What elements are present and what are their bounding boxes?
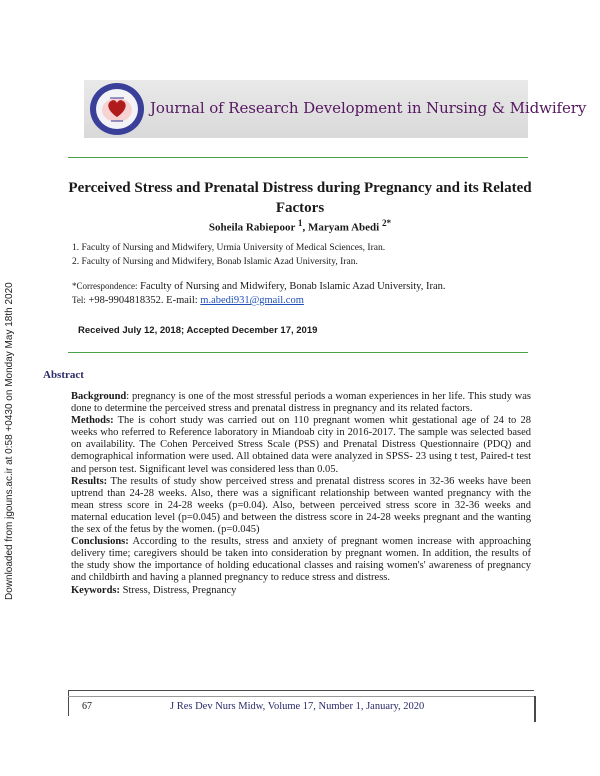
keywords-text: Stress, Distress, Pregnancy	[120, 584, 237, 596]
page-number: 67	[82, 701, 92, 712]
abstract-background	[71, 391, 531, 415]
received-accepted-dates: Received July 12, 2018; Accepted December 17, 2019	[78, 325, 318, 336]
methods-label: Methods:	[71, 415, 114, 427]
tel-text: +98-9904818352. E-mail:	[85, 295, 201, 306]
author-affiliation-mark: 1	[297, 218, 303, 228]
conclusions-label: Conclusions:	[71, 536, 129, 548]
journal-logo-icon	[88, 81, 146, 137]
journal-title: Journal of Research Development in Nursing & Midwifery	[150, 99, 587, 117]
correspondence-line	[72, 281, 446, 292]
section-rule	[68, 352, 528, 353]
results-text: The results of study show perceived stress and prenatal distress scores in 32-36 weeks have been uptrend than 24-28 weeks. Also, there was a significant relationship between wanted pregnancy with the mean stress score in 24-28 weeks (p=0.04). Also, between perceived stress score in 32-36 weeks and maternal education level (p=0.045) and between the distress score in 24-28 weeks pregnant and the wanting the sex of the fetus by the women. (p=0.045)	[71, 475, 531, 536]
header-rule	[68, 157, 528, 158]
results-label: Results:	[71, 475, 108, 487]
abstract-results	[71, 476, 531, 536]
journal-banner	[84, 80, 587, 138]
background-text: : pregnancy is one of the most stressful periods a woman experiences in her life. This study was done to determine the perceived stress and prenatal distress in pregnancy and its related factors.	[71, 391, 531, 415]
author-line	[60, 218, 540, 234]
journal-citation: J Res Dev Nurs Midw, Volume 17, Number 1, January, 2020	[170, 701, 425, 712]
download-watermark: Downloaded from jgouns.ac.ir at 0:58 +0430 on Monday May 18th 2020	[4, 282, 15, 600]
conclusions-text: According to the results, stress and anxiety of pregnant women increase with approaching delivery time; caregivers should be taken into consideration by pregnant women. In addition, the results of the study show the importance of holding educational classes and raising women's' awareness of pregnancy and childbirth and having a planned pregnancy to reduce stress and distress.	[71, 536, 531, 584]
affiliation-2: 2. Faculty of Nursing and Midwifery, Bonab Islamic Azad University, Iran.	[72, 257, 358, 267]
author-affiliation-mark: 2*	[381, 218, 392, 228]
abstract-body	[71, 391, 531, 597]
correspondence-address: Faculty of Nursing and Midwifery, Bonab Islamic Azad University, Iran.	[137, 281, 446, 292]
abstract-heading: Abstract	[43, 369, 84, 381]
background-label: Background	[71, 391, 127, 402]
footer-left-bar	[68, 690, 69, 716]
footer-separator	[68, 696, 534, 697]
affiliation-1: 1. Faculty of Nursing and Midwifery, Urmia University of Medical Sciences, Iran.	[72, 243, 386, 253]
footer-right-bar	[534, 696, 536, 722]
tel-label: Tel:	[72, 295, 86, 305]
author-separator: ,	[302, 221, 308, 234]
email-link[interactable]: m.abedi931@gmail.com	[200, 295, 304, 306]
contact-line	[72, 295, 304, 306]
correspondence-label: *Correspondence:	[72, 281, 138, 291]
abstract-keywords	[71, 585, 531, 597]
author-name: Soheila Rabiepoor	[208, 221, 296, 234]
abstract-methods	[71, 415, 531, 475]
methods-text: The is cohort study was carried out on 110 pregnant women whit gestational age of 24 to 28 weeks who referred to Reference laboratory in Miandoab city in 2016-2017. The sample was selected based on availability. The Cohen Perceived Stress Scale (PSS) and Prenatal Distress Questionnaire (PDQ) and demographical information were used. All obtained data were analyzed in SPSS- 23 using t test, Paired-t test and person test. Significant level was considered less than 0.05.	[71, 415, 531, 475]
abstract-conclusions	[71, 536, 531, 584]
paper-title: Perceived Stress and Prenatal Distress during Pregnancy and its Related Factors	[68, 180, 532, 216]
author-name: Maryam Abedi	[308, 221, 380, 234]
keywords-label: Keywords:	[71, 584, 120, 596]
